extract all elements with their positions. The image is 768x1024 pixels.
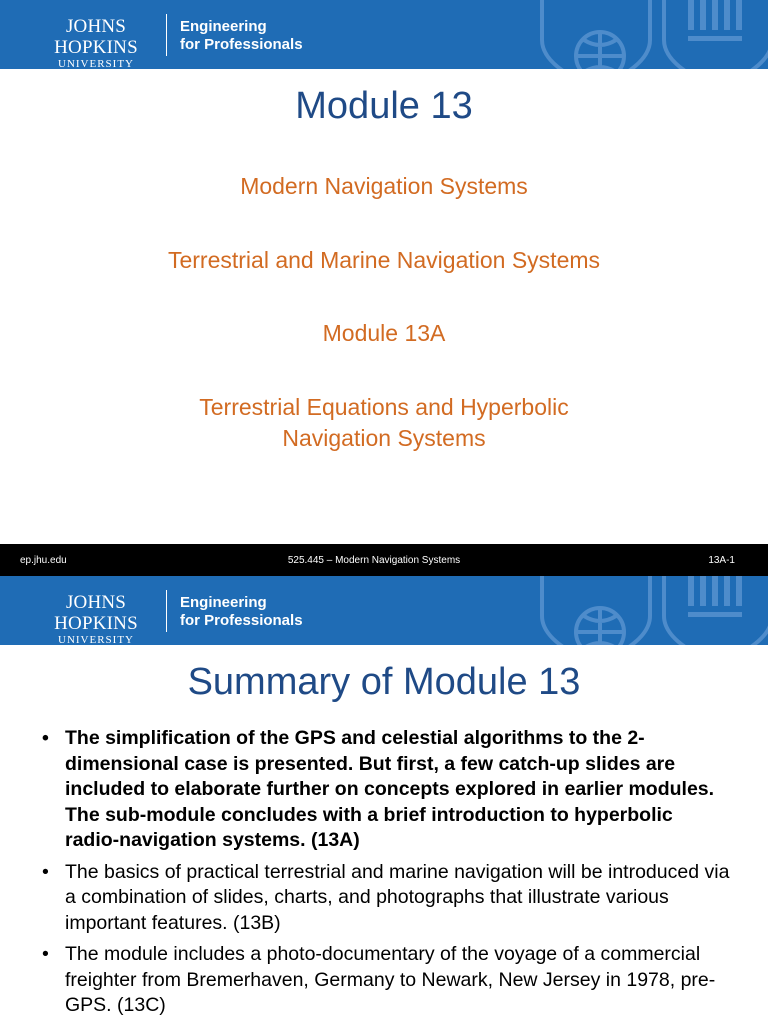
bullet-icon: • bbox=[42, 943, 49, 965]
university-sub: UNIVERSITY bbox=[58, 58, 134, 69]
program-line-1: Engineering bbox=[180, 594, 267, 611]
footer-page-number: 13A-1 bbox=[708, 555, 735, 566]
footer-website: ep.jhu.edu bbox=[20, 555, 67, 566]
list-item bbox=[40, 726, 730, 854]
program-line-1: Engineering bbox=[180, 18, 267, 35]
slide-2 bbox=[0, 576, 768, 1024]
bullet-text: The module includes a photo-documentary of the voyage of a commercial freighter from Bremerhaven, Germany to Newark, New Jersey in 1978, pre-GPS. (13C) bbox=[65, 943, 716, 1016]
bullet-text: The basics of practical terrestrial and marine navigation will be introduced via a combination of slides, charts, and photographs that illustrate various important features. (13B) bbox=[65, 860, 730, 934]
university-seal-icon bbox=[538, 576, 768, 645]
subtitle-submodule: Module 13A bbox=[322, 320, 446, 346]
bullet-icon: • bbox=[42, 860, 49, 883]
slide-header bbox=[0, 0, 768, 69]
program-line-2: for Professionals bbox=[180, 612, 303, 629]
program-logo bbox=[180, 594, 303, 630]
slide-footer bbox=[0, 544, 768, 576]
jhu-logo bbox=[34, 592, 158, 645]
bullet-icon: • bbox=[42, 727, 49, 749]
logo-divider bbox=[166, 14, 167, 56]
slide-1-title: Module 13 bbox=[295, 85, 473, 127]
jhu-logo bbox=[34, 16, 158, 69]
university-name: JOHNS HOPKINS bbox=[54, 16, 138, 58]
program-logo bbox=[180, 18, 303, 54]
list-item bbox=[40, 860, 730, 937]
university-seal-icon bbox=[538, 0, 768, 69]
slide-2-title: Summary of Module 13 bbox=[187, 661, 581, 703]
program-line-2: for Professionals bbox=[180, 36, 303, 53]
subtitle-course: Modern Navigation Systems bbox=[240, 173, 528, 199]
summary-bullet-list bbox=[40, 726, 730, 1024]
logo-divider bbox=[166, 590, 167, 632]
university-name: JOHNS HOPKINS bbox=[54, 592, 138, 634]
list-item bbox=[40, 942, 730, 1019]
subtitle-module-topic: Terrestrial and Marine Navigation Systems bbox=[167, 247, 601, 273]
footer-course: 525.445 – Modern Navigation Systems bbox=[287, 555, 461, 566]
slide-header bbox=[0, 576, 768, 645]
bullet-text: The simplification of the GPS and celestial algorithms to the 2-dimensional case is presented. But first, a few catch-up slides are included to elaborate further on concepts explored in earlier modules. The sub-module concludes with a brief introduction to hyperbolic radio-navigation systems. (13A) bbox=[65, 727, 715, 851]
section-title-line-2: Navigation Systems bbox=[282, 425, 486, 451]
section-title-line-1: Terrestrial Equations and Hyperbolic bbox=[199, 394, 569, 420]
university-sub: UNIVERSITY bbox=[58, 634, 134, 645]
